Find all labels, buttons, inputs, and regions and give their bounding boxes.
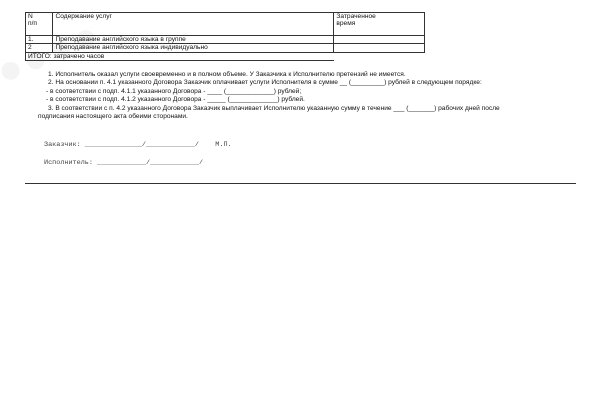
- row-time: [334, 36, 425, 44]
- paragraph-3-line-1: 3. В соответствии с п. 4.2 указанного Договора Заказчик выплачивает Исполнителю указанную сумму в течение ___ (_______) рабочих дней после: [48, 104, 500, 112]
- services-table: [25, 12, 425, 61]
- customer-signature-line: Заказчик: ______________/____________/ М.П.: [44, 141, 232, 149]
- act-body: [40, 71, 580, 121]
- paragraph-1: 1. Исполнитель оказал услуги своевременно и в полном объеме. У Заказчика к Исполнителю претензий не имеется.: [48, 71, 406, 78]
- row-description: Преподавание английского языка индивидуально: [53, 44, 334, 52]
- page-divider: [25, 183, 576, 184]
- header-description: Содержание услуг: [53, 13, 334, 36]
- row-number: 2: [26, 44, 53, 52]
- header-number: N п/п: [26, 13, 53, 36]
- table-total-row: [26, 52, 425, 60]
- row-description: Преподавание английского языка в группе: [53, 36, 334, 44]
- paragraph-2b: - в соответствии с подп. 4.1.2 указанного Договора - _____ (_____________) рублей.: [46, 96, 305, 104]
- row-time: [334, 44, 425, 52]
- total-value: [334, 52, 425, 60]
- paragraph-2a: - в соответствии с подп. 4.1.1 указанного Договора - ____ (_____________) рублей;: [46, 87, 302, 95]
- table-row: [26, 44, 425, 52]
- table-row: [26, 36, 425, 44]
- paragraph-3-line-2: подписания настоящего акта обеими сторонами.: [38, 113, 188, 121]
- header-time: Затраченное время: [334, 13, 425, 36]
- table-header-row: [26, 13, 425, 36]
- contractor-signature-line: Исполнитель: ____________/____________/: [44, 159, 204, 167]
- total-label: ИТОГО: затрачено часов: [26, 52, 334, 60]
- row-number: 1.: [26, 36, 53, 44]
- paragraph-2: 2. На основании п. 4.1 указанного Договора Заказчик оплачивает услуги Исполнителя в сумме __ (_________) рублей в следующем порядке:: [48, 79, 482, 87]
